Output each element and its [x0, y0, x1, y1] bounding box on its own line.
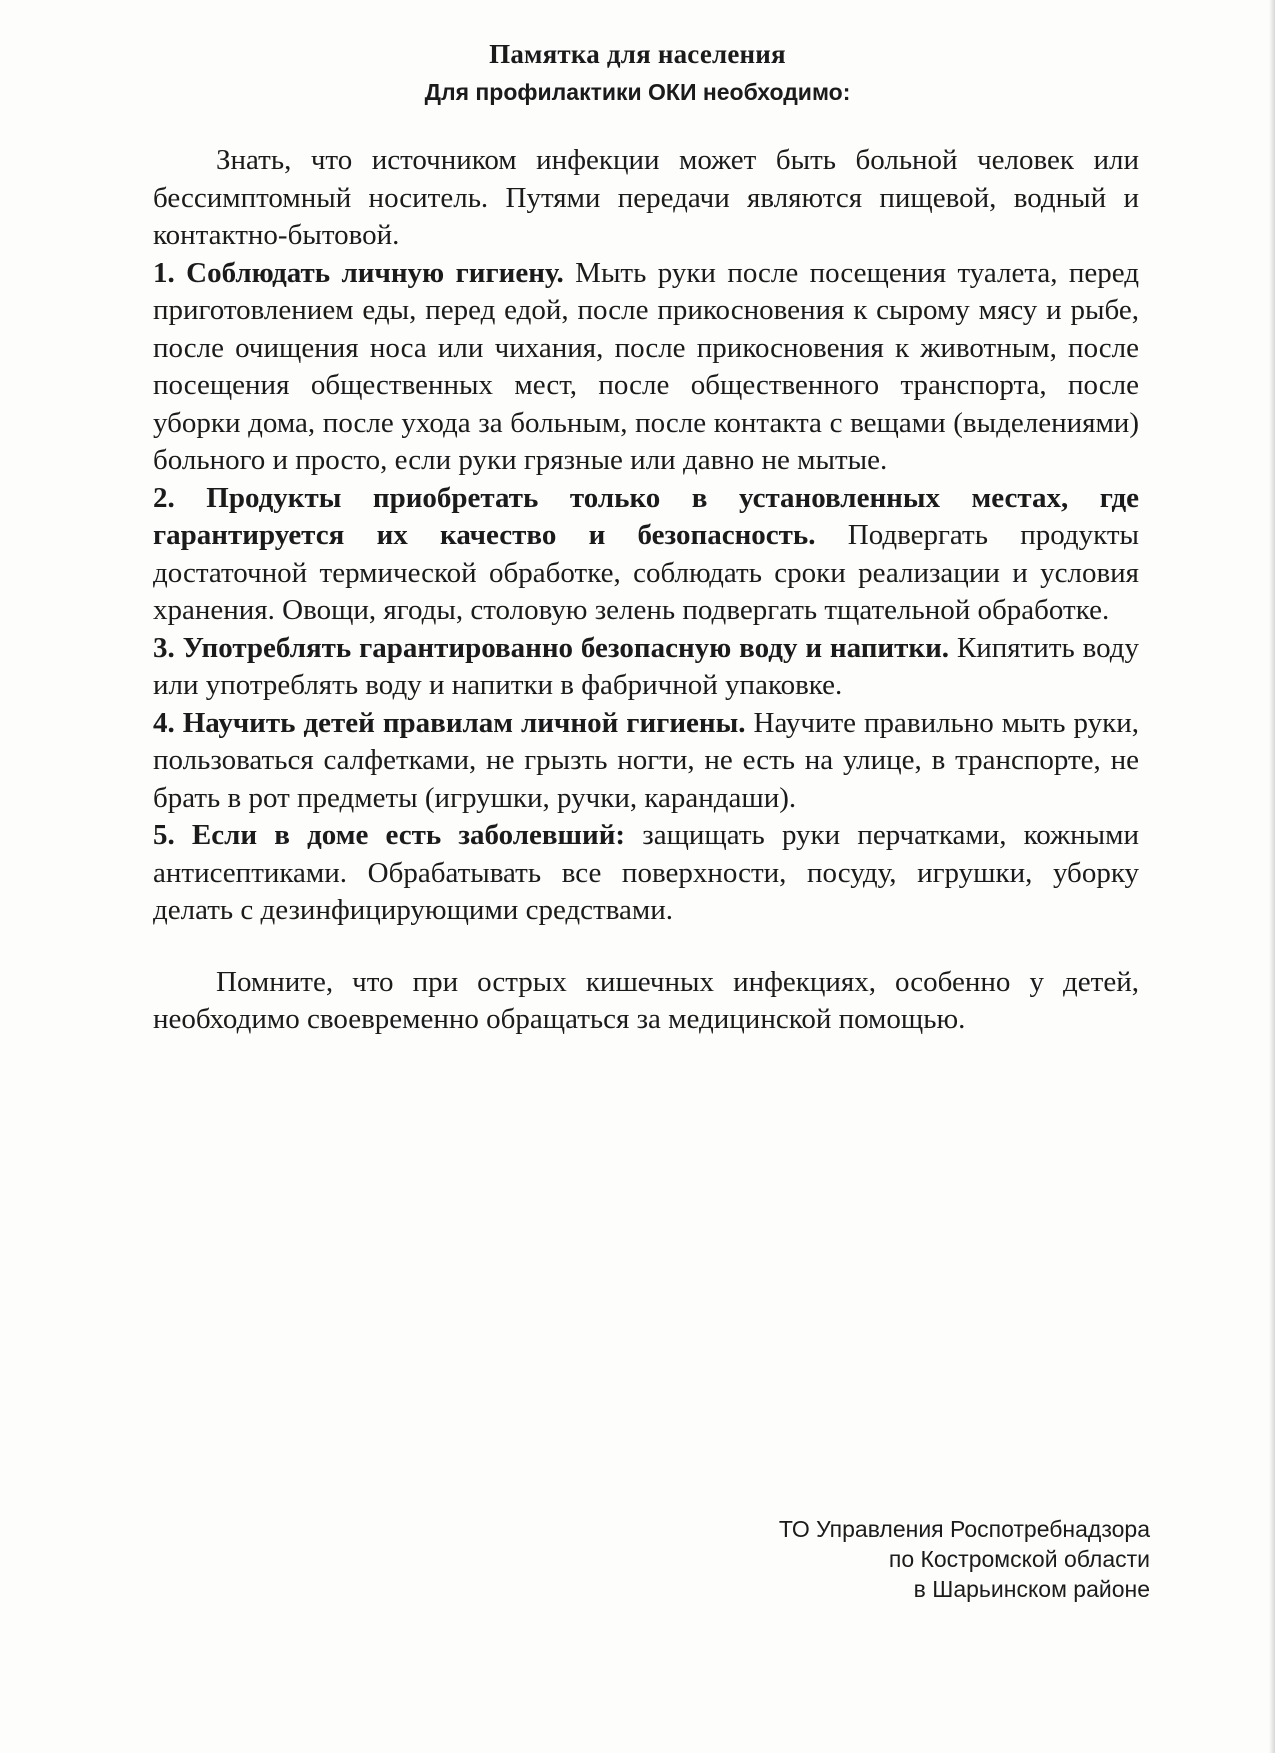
list-item-text: Мыть руки после посещения туалета, перед приготовлением еды, перед едой, после прикосновения к сырому мясу и рыбе, после очищения носа или чихания, после прикосновения к животным, после посещения общественных мест, после общественного транспорта, после уборки дома, после ухода за больным, после контакта с вещами (выделениями) больного и просто, если руки грязные или давно не мытые. — [153, 256, 1139, 476]
paragraph-gap — [153, 930, 1139, 964]
list-item-heading: 3. Употреблять гарантированно безопасную воду и напитки. — [153, 631, 950, 664]
list-item-5 — [153, 817, 1139, 930]
list-item-text: Кипятить воду или употреблять воду и напитки в фабричной упаковке. — [153, 631, 1139, 701]
list-item-text: Подвергать продукты достаточной термической обработке, соблюдать сроки реализации и условия хранения. Овощи, ягоды, столовую зелень подвергать тщательной обработке. — [153, 519, 1139, 626]
list-item-heading: 1. Соблюдать личную гигиену. — [153, 256, 564, 289]
list-item-4 — [153, 705, 1139, 818]
list-item-heading: 2. Продукты приобретать только в установленных местах, где гарантируется их качество и безопасность. — [153, 481, 1139, 551]
list-item-1 — [153, 255, 1139, 480]
signature-line-3: в Шарьинском районе — [913, 1576, 1150, 1602]
list-item-heading: 4. Научить детей правилам личной гигиены. — [153, 706, 746, 739]
intro-paragraph: Знать, что источником инфекции может быть больной человек или бессимптомный носитель. Путями передачи являются пищевой, водный и контактно-бытовой. — [153, 144, 1139, 251]
document-title: Памятка для населения — [489, 39, 786, 69]
closing-paragraph: Помните, что при острых кишечных инфекциях, особенно у детей, необходимо своевременно обращаться за медицинской помощью. — [153, 965, 1139, 1035]
list-item-3 — [153, 630, 1139, 705]
signature-block — [590, 1514, 1150, 1604]
list-item-text: защищать руки перчатками, кожными антисептиками. Обрабатывать все поверхности, посуду, игрушки, уборку делать с дезинфицирующими средствами. — [153, 819, 1139, 926]
signature-line-2: по Костромской области — [888, 1546, 1150, 1572]
document-subtitle: Для профилактики ОКИ необходимо: — [424, 79, 851, 105]
signature-line-1: ТО Управления Роспотребнадзора — [778, 1516, 1150, 1542]
list-item-2 — [153, 480, 1139, 630]
scan-edge — [1269, 0, 1275, 1753]
list-item-heading: 5. Если в доме есть заболевший: — [153, 819, 626, 851]
document-body — [153, 142, 1139, 1039]
list-item-text: Научите правильно мыть руки, пользоваться салфетками, не грызть ногти, не есть на улице, в транспорте, не брать в рот предметы (игрушки, ручки, карандаши). — [153, 706, 1139, 814]
